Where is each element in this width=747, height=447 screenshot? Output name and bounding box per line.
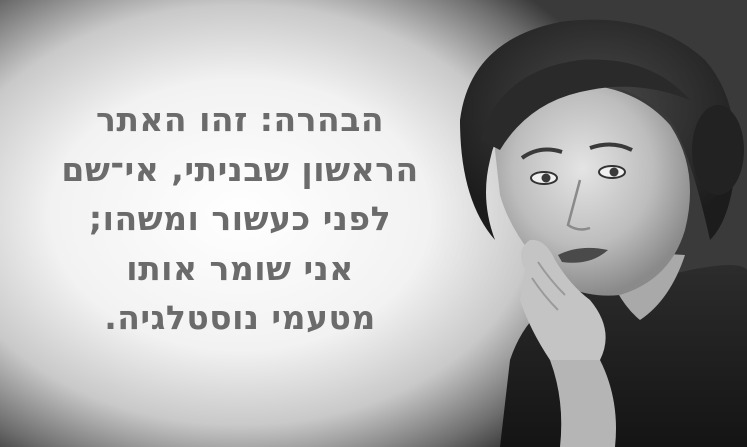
hair-bun-shape [692, 105, 744, 195]
disclaimer-line: מטעמי נוסטלגיה. [104, 298, 376, 337]
disclaimer-text [20, 95, 460, 343]
disclaimer-line: לפני כעשור ומשהו; [88, 199, 392, 238]
disclaimer-line: הבהרה: זהו האתר [96, 100, 384, 139]
woman-portrait-photo [440, 0, 747, 447]
disclaimer-line: אני שומר אותו [126, 248, 354, 288]
disclaimer-line: הראשון שבניתי, אי־שם [61, 149, 419, 189]
